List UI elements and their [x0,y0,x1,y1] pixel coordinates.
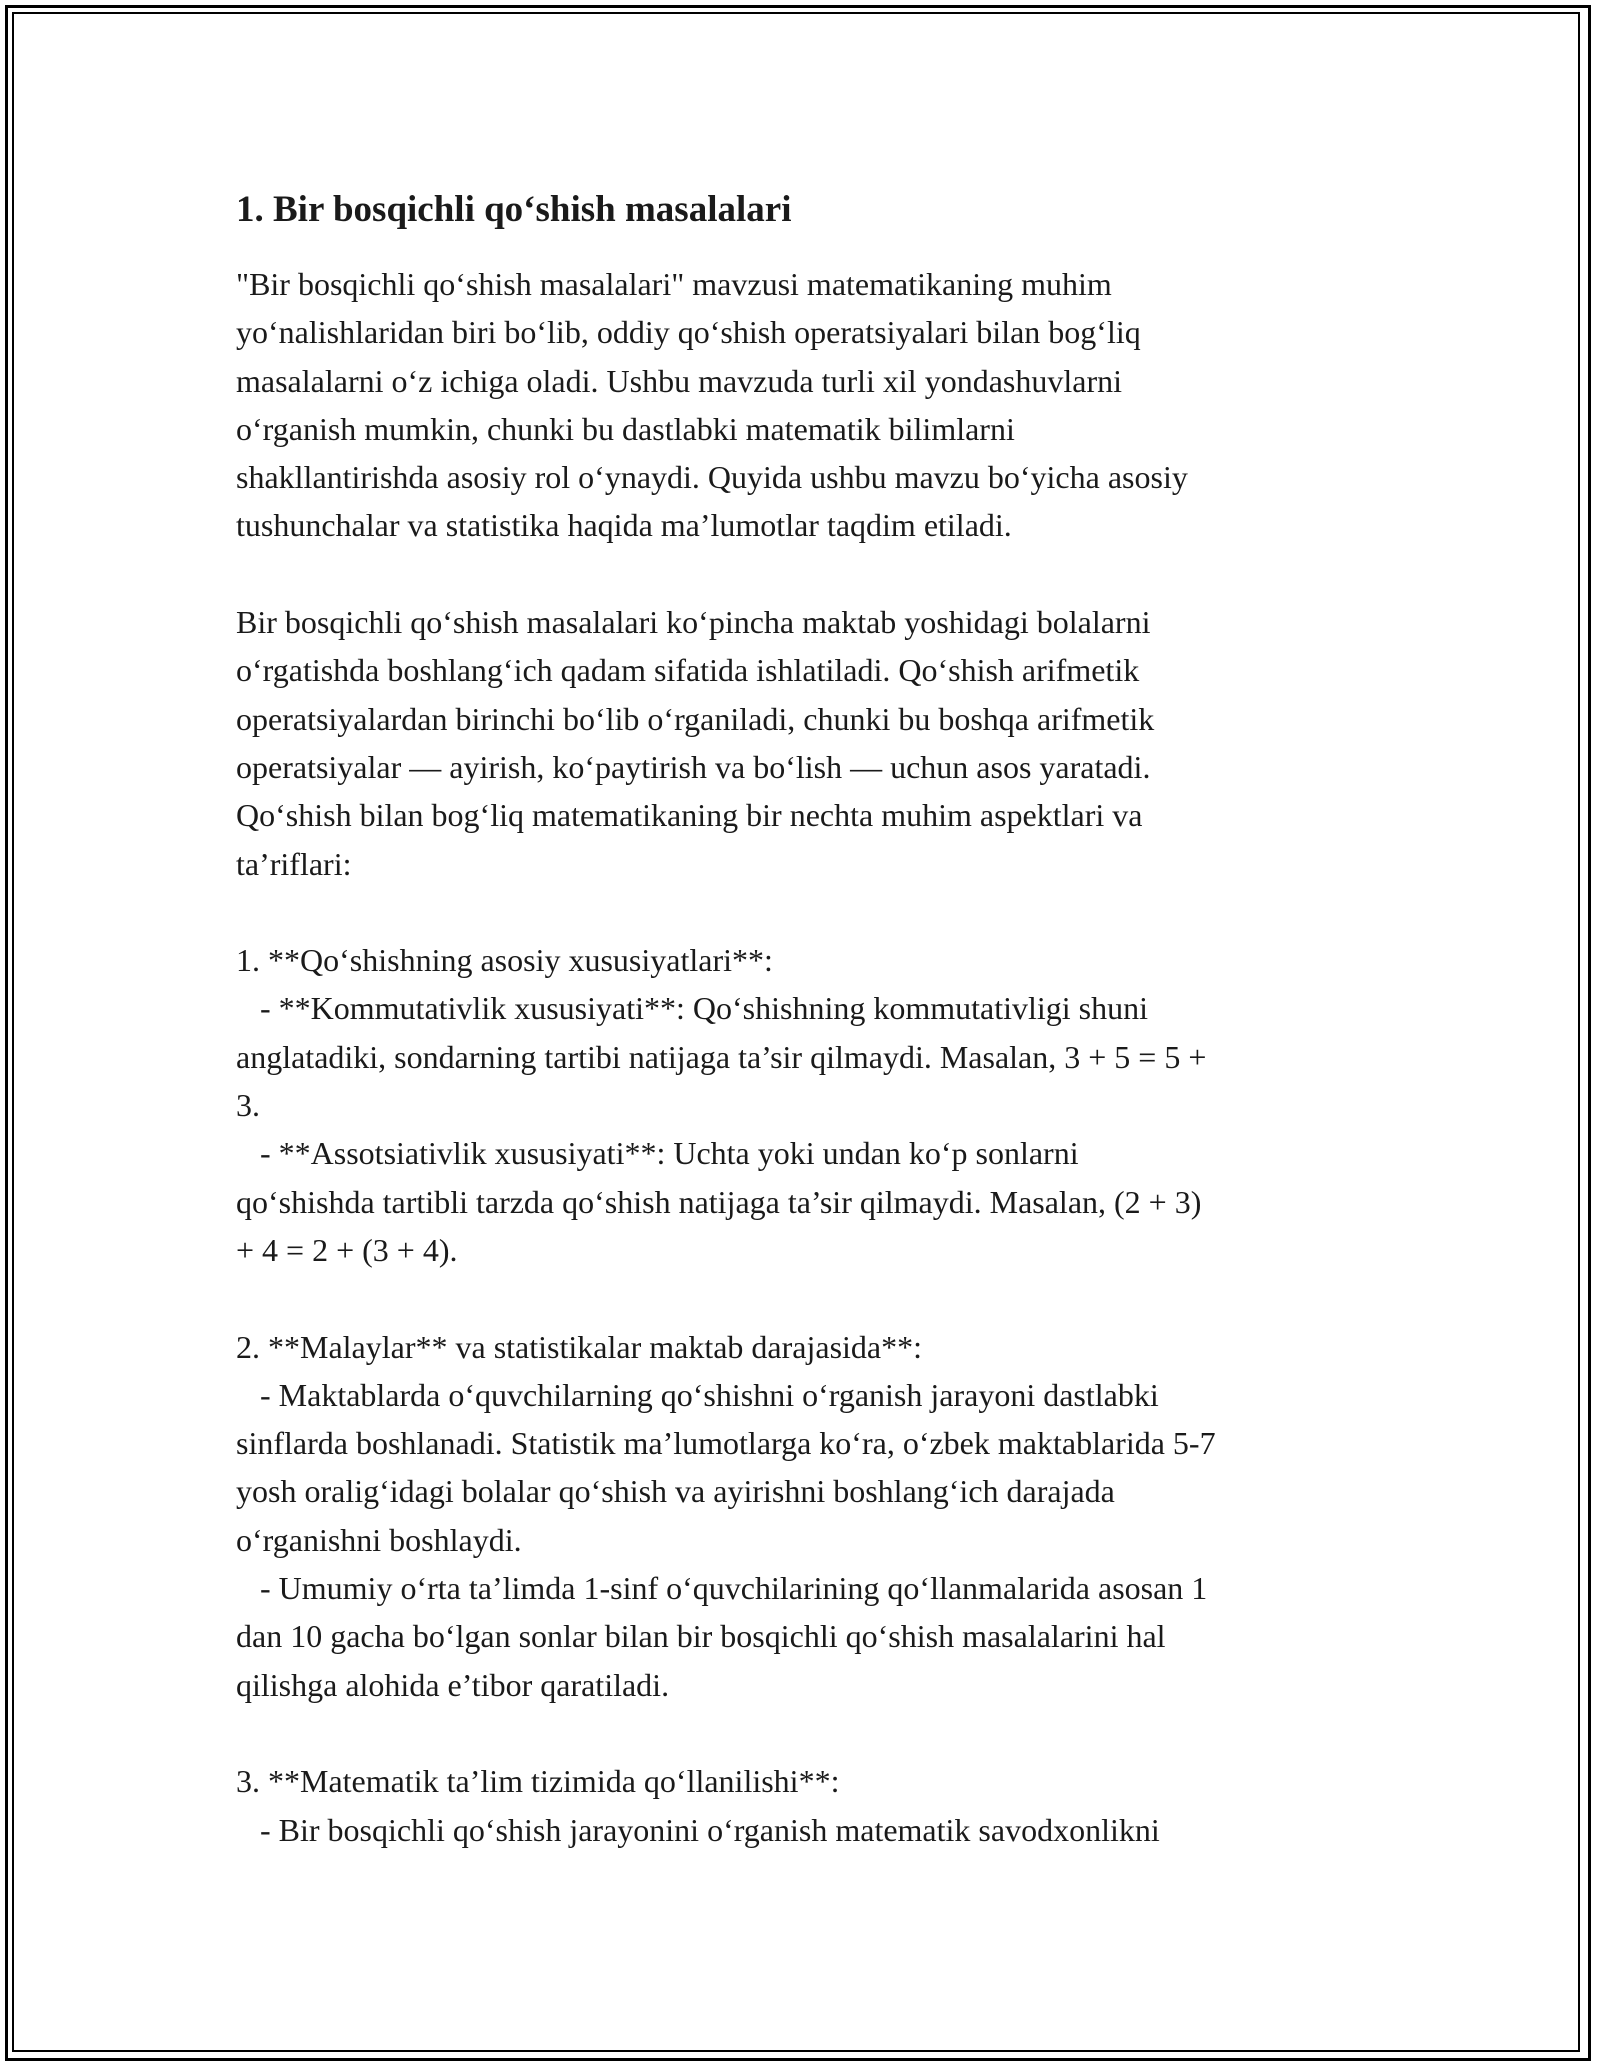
paragraph-spacer [236,1274,1376,1322]
section-title: 1. Bir bosqichli qo‘shish masalalari [236,189,792,230]
list-item-education: 3. **Matematik ta’lim tizimida qo‘llanilishi**: - Bir bosqichli qo‘shish jarayonini o‘rganish matematik savodxonlikni [236,1763,1160,1848]
list-item-statistics: 2. **Malaylar** va statistikalar maktab darajasida**: - Maktablarda o‘quvchilarning qo‘shishni o‘rganish jarayoni dastlabki sinflarda boshlanadi. Statistik ma’lumotlarga ko‘ra, o‘zbek maktablarida 5-7 yosh oralig‘idagi bolalar qo‘shish va ayirishni boshlang‘ich darajada o‘rganishni boshlaydi. - Umumiy o‘rta ta’limda 1-sinf o‘quvchilarining qo‘llanmalarida asosan 1 dan 10 gacha bo‘lgan sonlar bilan bir bosqichli qo‘shish masalalarini hal qilishga alohida e’tibor qaratiladi. [236,1328,1216,1703]
intro-paragraph: "Bir bosqichli qo‘shish masalalari" mavzusi matematikaning muhim yo‘nalishlaridan biri bo‘lib, oddiy qo‘shish operatsiyalari bilan bog‘liq masalalarni o‘z ichiga oladi. Ushbu mavzuda turli xil yondashuvlarni o‘rganish mumkin, chunki bu dastlabki matematik bilimlarni shakllantirishda asosiy rol o‘ynaydi. Quyida ushbu mavzu bo‘yicha asosiy tushunchalar va statistika haqida ma’lumotlar taqdim etiladi. [236,266,1188,544]
paragraph-spacer [236,550,1376,598]
list-item-properties: 1. **Qo‘shishning asosiy xususiyatlari**: - **Kommutativlik xususiyati**: Qo‘shishning kommutativligi shuni anglatadiki, sondarning tartibi natijaga ta’sir qilmaydi. Masalan, 3 + 5 = 5 + 3. - **Assotsiativlik xususiyati**: Uchta yoki undan ko‘p sonlarni qo‘shishda tartibli tarzda qo‘shish natijaga ta’sir qilmaydi. Masalan, (2 + 3) + 4 = 2 + (3 + 4). [236,942,1207,1268]
overview-paragraph: Bir bosqichli qo‘shish masalalari ko‘pincha maktab yoshidagi bolalarni o‘rgatishda boshlang‘ich qadam sifatida ishlatiladi. Qo‘shish arifmetik operatsiyalardan birinchi bo‘lib o‘rganiladi, chunki bu boshqa arifmetik operatsiyalar — ayirish, ko‘paytirish va bo‘lish — uchun asos yaratadi. Qo‘shish bilan bog‘liq matematikaning bir nechta muhim aspektlari va ta’riflari: [236,604,1155,882]
paragraph-spacer [236,888,1376,936]
paragraph-spacer [236,1709,1376,1757]
document-page [236,186,1376,1854]
